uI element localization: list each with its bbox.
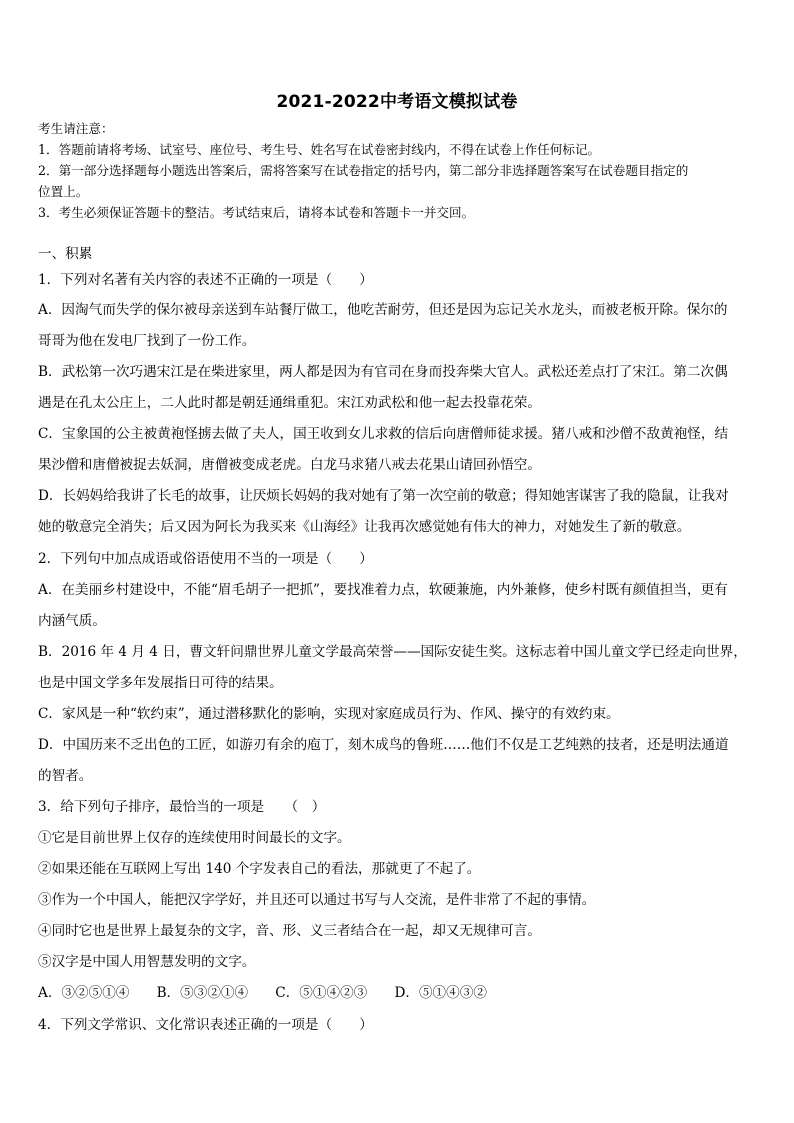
question-line: ③作为一个中国人，能把汉字学好，并且还可以通过书写与人交流，是件非常了不起的事情。 [38, 892, 596, 908]
question-line: D．长妈妈给我讲了长毛的故事，让厌烦长妈妈的我对她有了第一次空前的敬意；得知她害谋害了我的隐鼠，让我对 [38, 488, 729, 504]
question-stem: 4．下列文学常识、文化常识表述正确的一项是（ ） [38, 1017, 373, 1033]
question-line: A．③②⑤①④ B．⑤③②①④ C．⑤①④②③ D．⑤①④③② [38, 985, 487, 1001]
question-line: B．2016 年 4 月 4 日，曹文轩问鼎世界儿童文学最高荣誉——国际安徒生奖。这标志着中国儿童文学已经走向世界， [38, 644, 747, 660]
question-stem: 1．下列对名著有关内容的表述不正确的一项是（ ） [38, 272, 373, 288]
notice-item: 位置上。 [38, 184, 89, 199]
question-line: 内涵气质。 [38, 613, 106, 629]
section-title: 一、积累 [38, 246, 93, 262]
question-line: ①它是目前世界上仅存的连续使用时间最长的文字。 [38, 830, 351, 846]
question-line: 的智者。 [38, 768, 93, 784]
notice-item: 1．答题前请将考场、试室号、座位号、考生号、姓名写在试卷密封线内，不得在试卷上作任何标记。 [38, 142, 601, 157]
question-line: A．因淘气而失学的保尔被母亲送到车站餐厅做工，他吃苦耐劳，但还是因为忘记关水龙头，而被老板开除。保尔的 [38, 302, 728, 318]
question-line: D．中国历来不乏出色的工匠，如游刃有余的庖丁，刻木成鸟的鲁班……他们不仅是工艺纯熟的技者，还是明法通道 [38, 737, 729, 753]
question-line: ⑤汉字是中国人用智慧发明的文字。 [38, 954, 256, 970]
question-line: 果沙僧和唐僧被捉去妖洞，唐僧被变成老虎。白龙马求猪八戒去花果山请回孙悟空。 [38, 457, 541, 473]
question-line: C．宝象国的公主被黄袍怪掳去做了夫人，国王收到女儿求救的信后向唐僧师徒求援。猪八戒和沙僧不敌黄袍怪，结 [38, 426, 729, 442]
question-line: ②如果还能在互联网上写出 140 个字发表自己的看法，那就更了不起了。 [38, 861, 481, 877]
notice-item: 2．第一部分选择题每小题选出答案后，需将答案写在试卷指定的括号内，第二部分非选择题答案写在试卷题目指定的 [38, 163, 689, 178]
question-line: B．武松第一次巧遇宋江是在柴进家里，两人都是因为有官司在身而投奔柴大官人。武松还差点打了宋江。第二次偶 [38, 364, 728, 380]
notice-heading: 考生请注意： [38, 121, 114, 136]
question-stem: 2．下列句中加点成语或俗语使用不当的一项是（ ） [38, 551, 373, 567]
question-stem: 3．给下列句子排序，最恰当的一项是 （ ） [38, 799, 326, 815]
notice-item: 3．考生必须保证答题卡的整洁。考试结束后，请将本试卷和答题卡一并交回。 [38, 205, 475, 220]
question-line: A．在美丽乡村建设中，不能“眉毛胡子一把抓”，要找准着力点，软硬兼施，内外兼修，使乡村既有颜值担当，更有 [38, 582, 728, 598]
question-line: ④同时它也是世界上最复杂的文字，音、形、义三者结合在一起，却又无规律可言。 [38, 923, 541, 939]
question-line: C．家风是一种“软约束”，通过潜移默化的影响，实现对家庭成员行为、作风、操守的有效约束。 [38, 706, 620, 722]
question-line: 遇是在孔太公庄上，二人此时都是朝廷通缉重犯。宋江劝武松和他一起去投靠花荣。 [38, 395, 541, 411]
page-title: 2021-2022中考语文模拟试卷 [276, 92, 518, 112]
question-line: 她的敬意完全消失；后又因为阿长为我买来《山海经》让我再次感觉她有伟大的神力，对她发生了新的敬意。 [38, 519, 691, 535]
question-line: 哥哥为他在发电厂找到了一份工作。 [38, 333, 256, 349]
question-line: 也是中国文学多年发展指日可待的结果。 [38, 675, 283, 691]
